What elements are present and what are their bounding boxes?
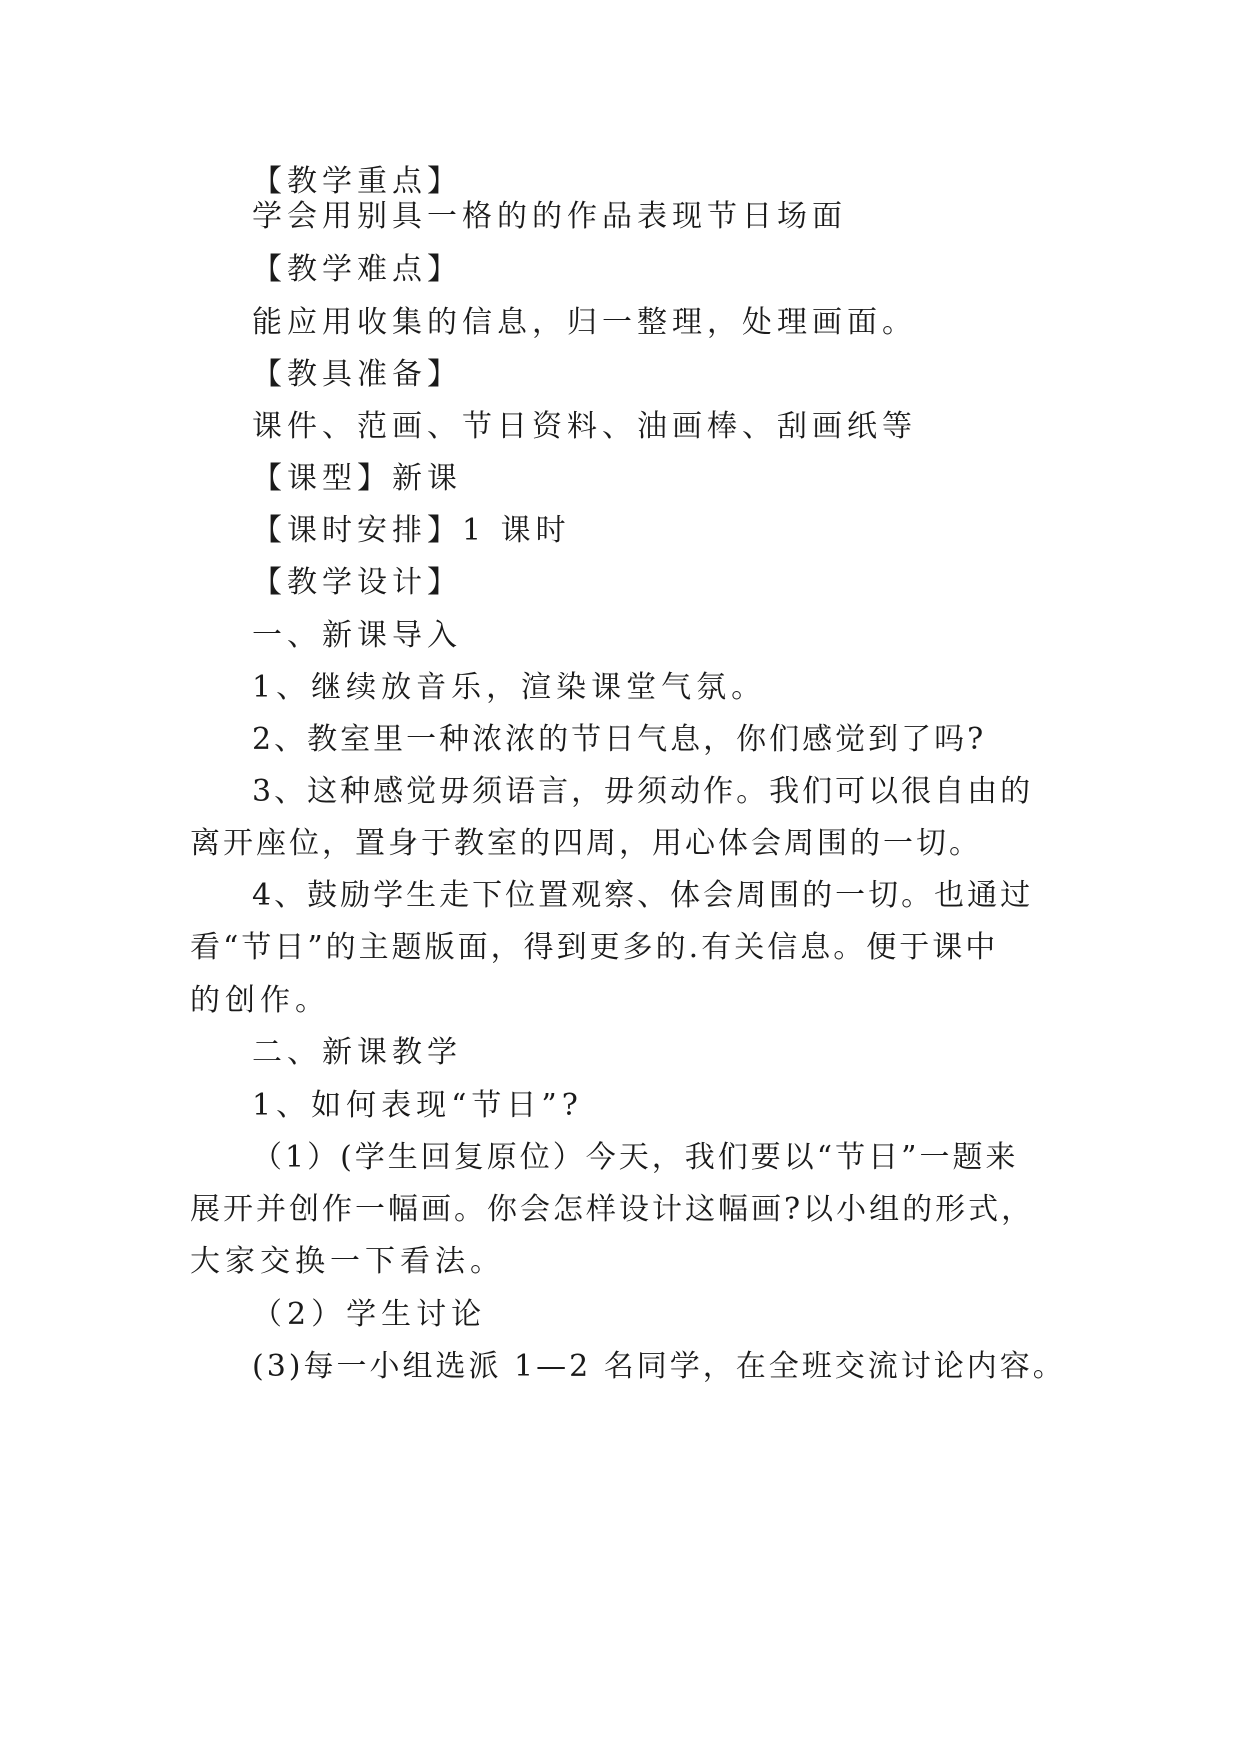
paragraph-intro-4-line-1: 4、鼓励学生走下位置观察、体会周围的一切。也通过 xyxy=(252,878,1034,913)
heading-lesson-schedule: 【课时安排】1 课时 xyxy=(252,513,571,548)
paragraph-intro-4-line-3: 的创作。 xyxy=(190,983,330,1018)
heading-lesson-type: 【课型】新课 xyxy=(252,461,462,496)
paragraph-tools: 课件、范画、节日资料、油画棒、刮画纸等 xyxy=(252,409,917,444)
heading-teaching-tools: 【教具准备】 xyxy=(252,357,462,392)
paragraph-intro-4-line-2: 看“节日”的主题版面，得到更多的.有关信息。便于课中 xyxy=(190,930,999,965)
paragraph-intro-1: 1、继续放音乐，渲染课堂气氛。 xyxy=(252,670,767,705)
paragraph-new-lesson-3: （2）学生讨论 xyxy=(252,1297,487,1332)
paragraph-new-lesson-2-line-2: 展开并创作一幅画。你会怎样设计这幅画?以小组的形式， xyxy=(190,1192,1035,1227)
paragraph-intro-3-line-2: 离开座位，置身于教室的四周，用心体会周围的一切。 xyxy=(190,826,982,861)
heading-teaching-difficulty: 【教学难点】 xyxy=(252,252,462,287)
paragraph-focus: 学会用别具一格的的作品表现节日场面 xyxy=(252,199,847,234)
paragraph-new-lesson-2-line-3: 大家交换一下看法。 xyxy=(190,1244,505,1279)
paragraph-intro-2: 2、教室里一种浓浓的节日气息，你们感觉到了吗? xyxy=(252,722,987,757)
section-heading-intro: 一、新课导入 xyxy=(252,618,462,653)
paragraph-new-lesson-2-line-1: （1）(学生回复原位）今天，我们要以“节日”一题来 xyxy=(252,1140,1019,1175)
section-heading-new-lesson: 二、新课教学 xyxy=(252,1035,462,1070)
paragraph-difficulty: 能应用收集的信息，归一整理，处理画面。 xyxy=(252,305,917,340)
paragraph-new-lesson-4: (3)每一小组选派 1—2 名同学，在全班交流讨论内容。 xyxy=(252,1349,1066,1384)
paragraph-new-lesson-1: 1、如何表现“节日”? xyxy=(252,1088,583,1123)
paragraph-intro-3-line-1: 3、这种感觉毋须语言，毋须动作。我们可以很自由的 xyxy=(252,774,1034,809)
heading-teaching-design: 【教学设计】 xyxy=(252,565,462,600)
heading-teaching-focus: 【教学重点】 xyxy=(252,164,462,199)
